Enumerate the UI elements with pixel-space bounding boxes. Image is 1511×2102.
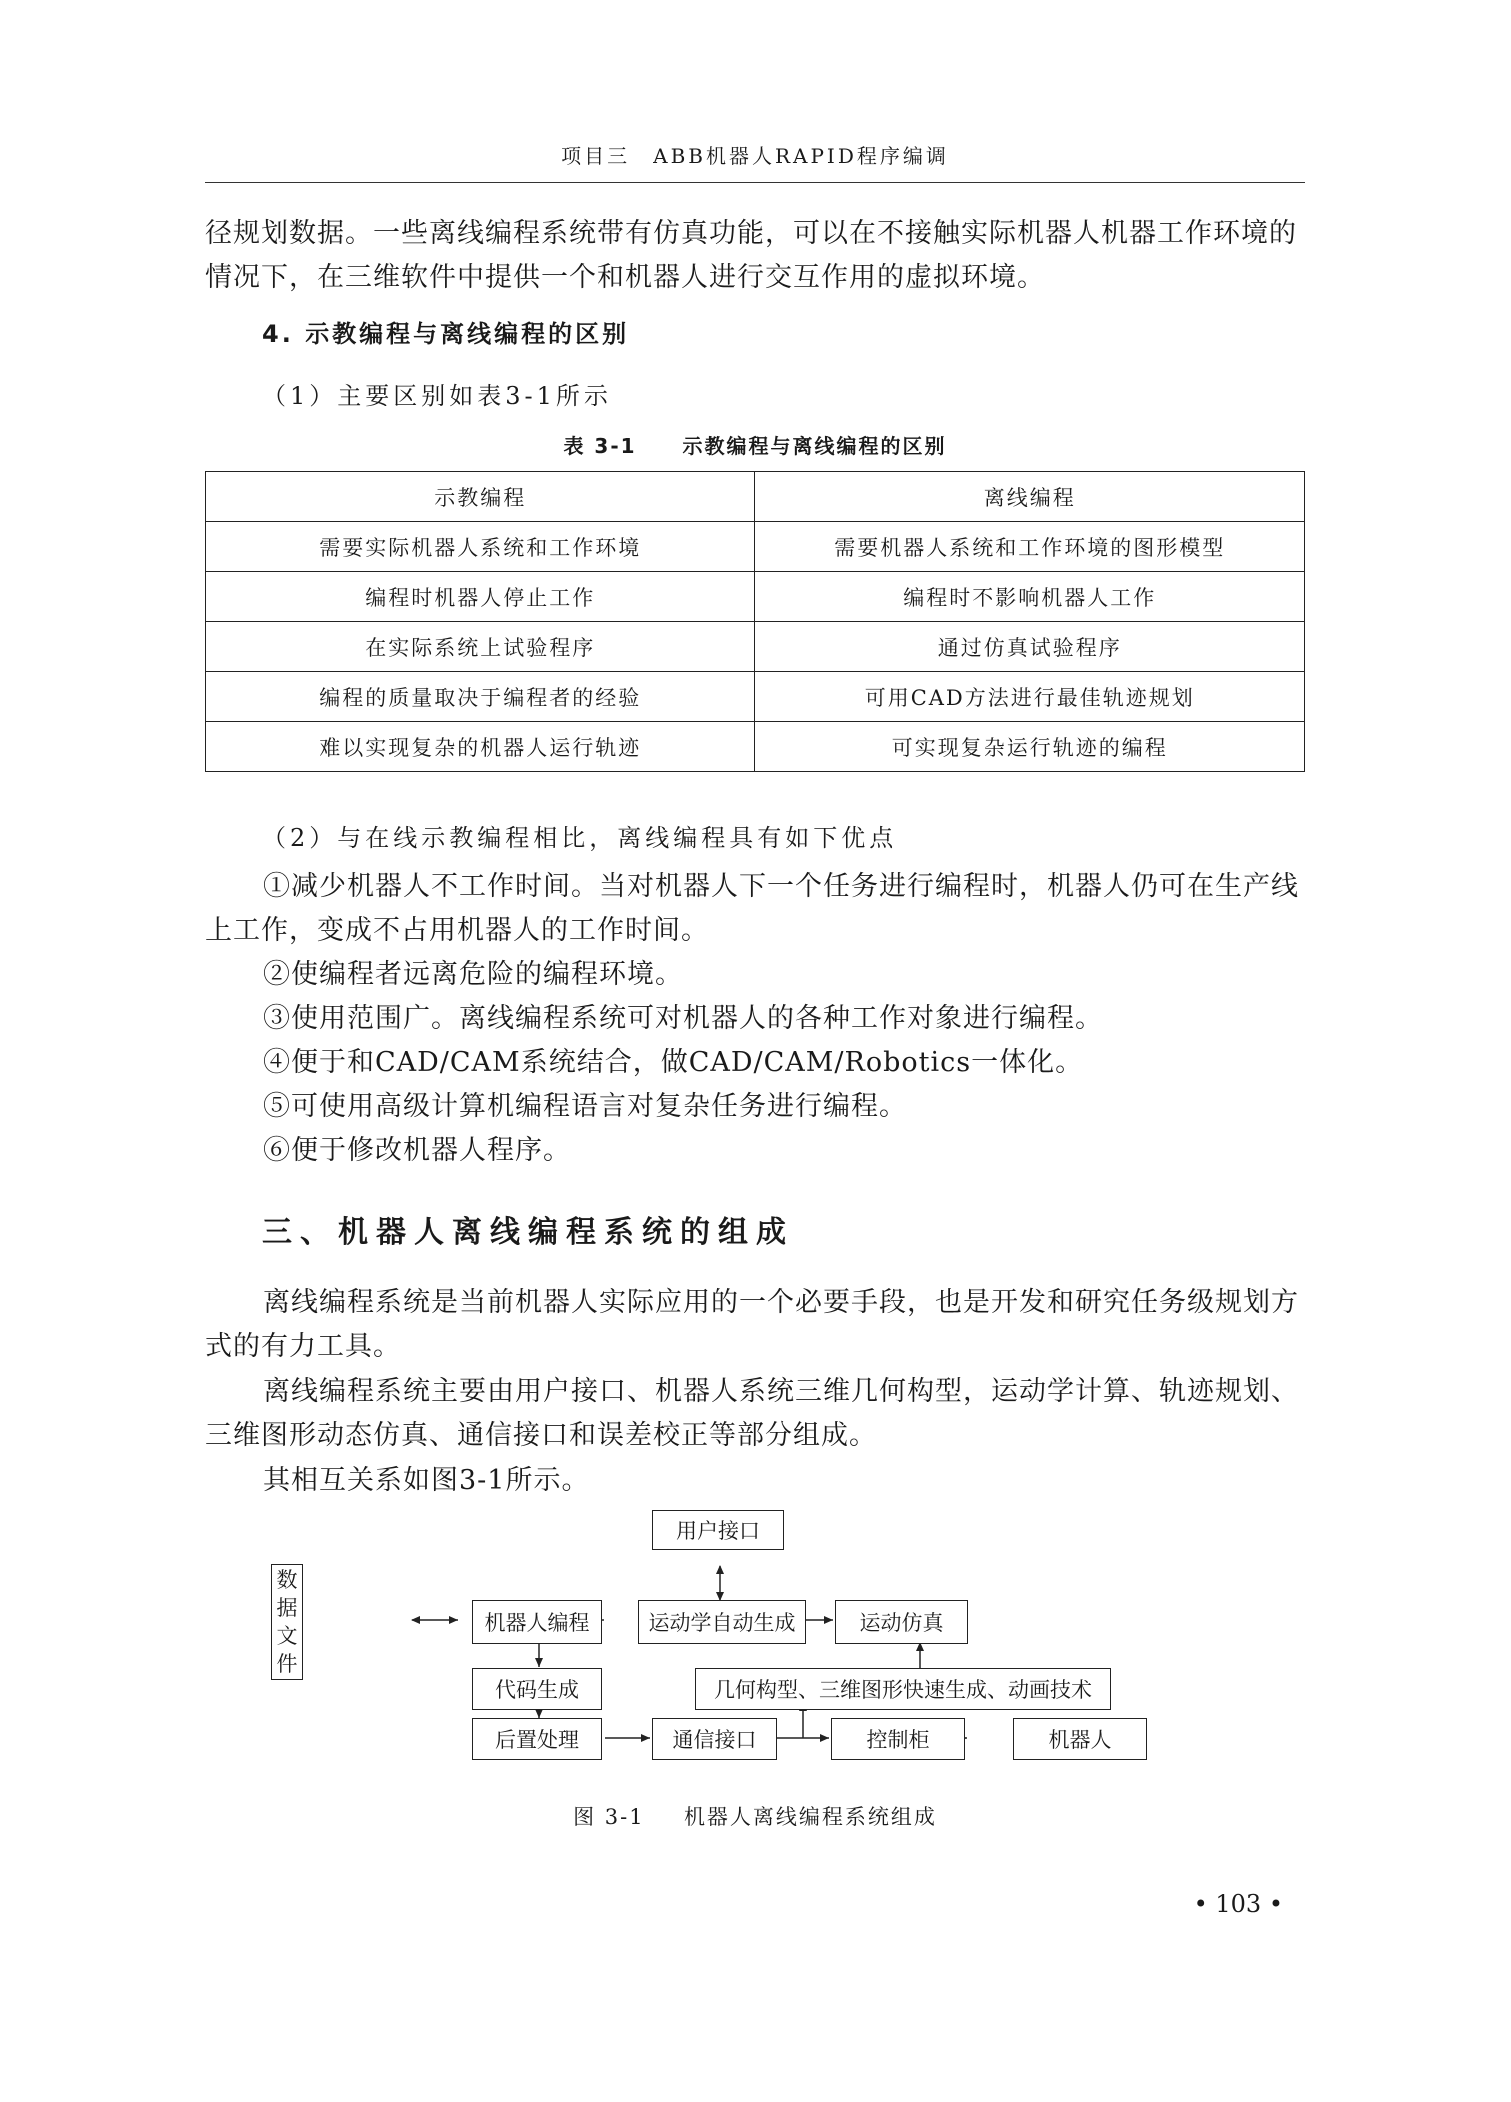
advantages-list [205, 865, 1305, 1173]
table-caption-title: 示教编程与离线编程的区别 [682, 434, 947, 458]
list-item: ①减少机器人不工作时间。当对机器人下一个任务进行编程时，机器人仍可在生产线上工作，变成不占用机器人的工作时间。 [205, 871, 1299, 946]
list-item: ②使编程者远离危险的编程环境。 [263, 959, 683, 990]
system-diagram [276, 1510, 1155, 1780]
table-caption [205, 430, 1305, 459]
list-item: ⑥便于修改机器人程序。 [263, 1135, 571, 1166]
comparison-table [205, 471, 1305, 772]
table-header-cell: 示教编程 [206, 472, 755, 522]
body-paragraph: 离线编程系统是当前机器人实际应用的一个必要手段，也是开发和研究任务级规划方式的有力工具。 [205, 1287, 1299, 1362]
body-paragraph: 离线编程系统主要由用户接口、机器人系统三维几何构型，运动学计算、轨迹规划、三维图形动态仿真、通信接口和误差校正等部分组成。 [205, 1376, 1299, 1451]
table-row [206, 522, 1305, 572]
box-motion-simulation: 运动仿真 [835, 1600, 968, 1644]
table-row [206, 672, 1305, 722]
table-cell: 可实现复杂运行轨迹的编程 [755, 722, 1305, 772]
figure-caption-title: 机器人离线编程系统组成 [683, 1805, 937, 1829]
box-geometry: 几何构型、三维图形快速生成、动画技术 [695, 1668, 1111, 1710]
table-cell: 需要机器人系统和工作环境的图形模型 [755, 522, 1305, 572]
header-rule [205, 182, 1305, 183]
table-cell: 通过仿真试验程序 [755, 622, 1305, 672]
table-cell: 需要实际机器人系统和工作环境 [206, 522, 755, 572]
box-post-processing: 后置处理 [472, 1718, 602, 1760]
figure-caption [205, 1801, 1305, 1831]
table-cell: 编程时不影响机器人工作 [755, 572, 1305, 622]
box-data-file [271, 1564, 303, 1680]
data-file-char: 据 [276, 1596, 298, 1620]
section-heading-3 [262, 1207, 794, 1251]
box-kinematics-generation: 运动学自动生成 [638, 1600, 806, 1644]
body-paragraph: 其相互关系如图3-1所示。 [263, 1465, 590, 1496]
running-header: 项目三 ABB机器人RAPID程序编调 [561, 144, 949, 168]
table-cell: 编程的质量取决于编程者的经验 [206, 672, 755, 722]
section-number: 三、 [262, 1215, 338, 1250]
box-robot: 机器人 [1013, 1718, 1147, 1760]
table-row [206, 722, 1305, 772]
table-cell: 在实际系统上试验程序 [206, 622, 755, 672]
list-item: ③使用范围广。离线编程系统可对机器人的各种工作对象进行编程。 [263, 1003, 1103, 1034]
subsection-heading-4 [262, 314, 629, 349]
table-row [206, 622, 1305, 672]
table-cell: 编程时机器人停止工作 [206, 572, 755, 622]
data-file-char: 数 [276, 1568, 298, 1592]
data-file-char: 件 [276, 1652, 298, 1676]
table-cell: 可用CAD方法进行最佳轨迹规划 [755, 672, 1305, 722]
data-file-char: 文 [276, 1624, 298, 1648]
page-number: • 103 • [1193, 1890, 1283, 1918]
table-caption-number: 表 3-1 [563, 434, 637, 458]
table-cell: 难以实现复杂的机器人运行轨迹 [206, 722, 755, 772]
box-code-generation: 代码生成 [472, 1668, 602, 1710]
box-robot-programming: 机器人编程 [472, 1600, 602, 1644]
box-user-interface: 用户接口 [652, 1510, 784, 1550]
sub-heading-2: （2）与在线示教编程相比，离线编程具有如下优点 [262, 824, 898, 852]
box-control-cabinet: 控制柜 [831, 1718, 965, 1760]
list-item: ④便于和CAD/CAM系统结合，做CAD/CAM/Robotics一体化。 [263, 1047, 1084, 1078]
table-header-row [206, 472, 1305, 522]
table-header-cell: 离线编程 [755, 472, 1305, 522]
figure-caption-number: 图 3-1 [573, 1805, 645, 1829]
subsection-number: 4. [262, 320, 294, 348]
box-communication-interface: 通信接口 [652, 1718, 777, 1760]
section-title: 机器人离线编程系统的组成 [338, 1215, 794, 1250]
list-item: ⑤可使用高级计算机编程语言对复杂任务进行编程。 [263, 1091, 907, 1122]
table-row [206, 572, 1305, 622]
subsection-title: 示教编程与离线编程的区别 [305, 320, 630, 348]
intro-paragraph: 径规划数据。一些离线编程系统带有仿真功能，可以在不接触实际机器人机器工作环境的情况下，在三维软件中提供一个和机器人进行交互作用的虚拟环境。 [205, 218, 1297, 293]
sub-heading-1: （1）主要区别如表3-1所示 [262, 382, 612, 410]
